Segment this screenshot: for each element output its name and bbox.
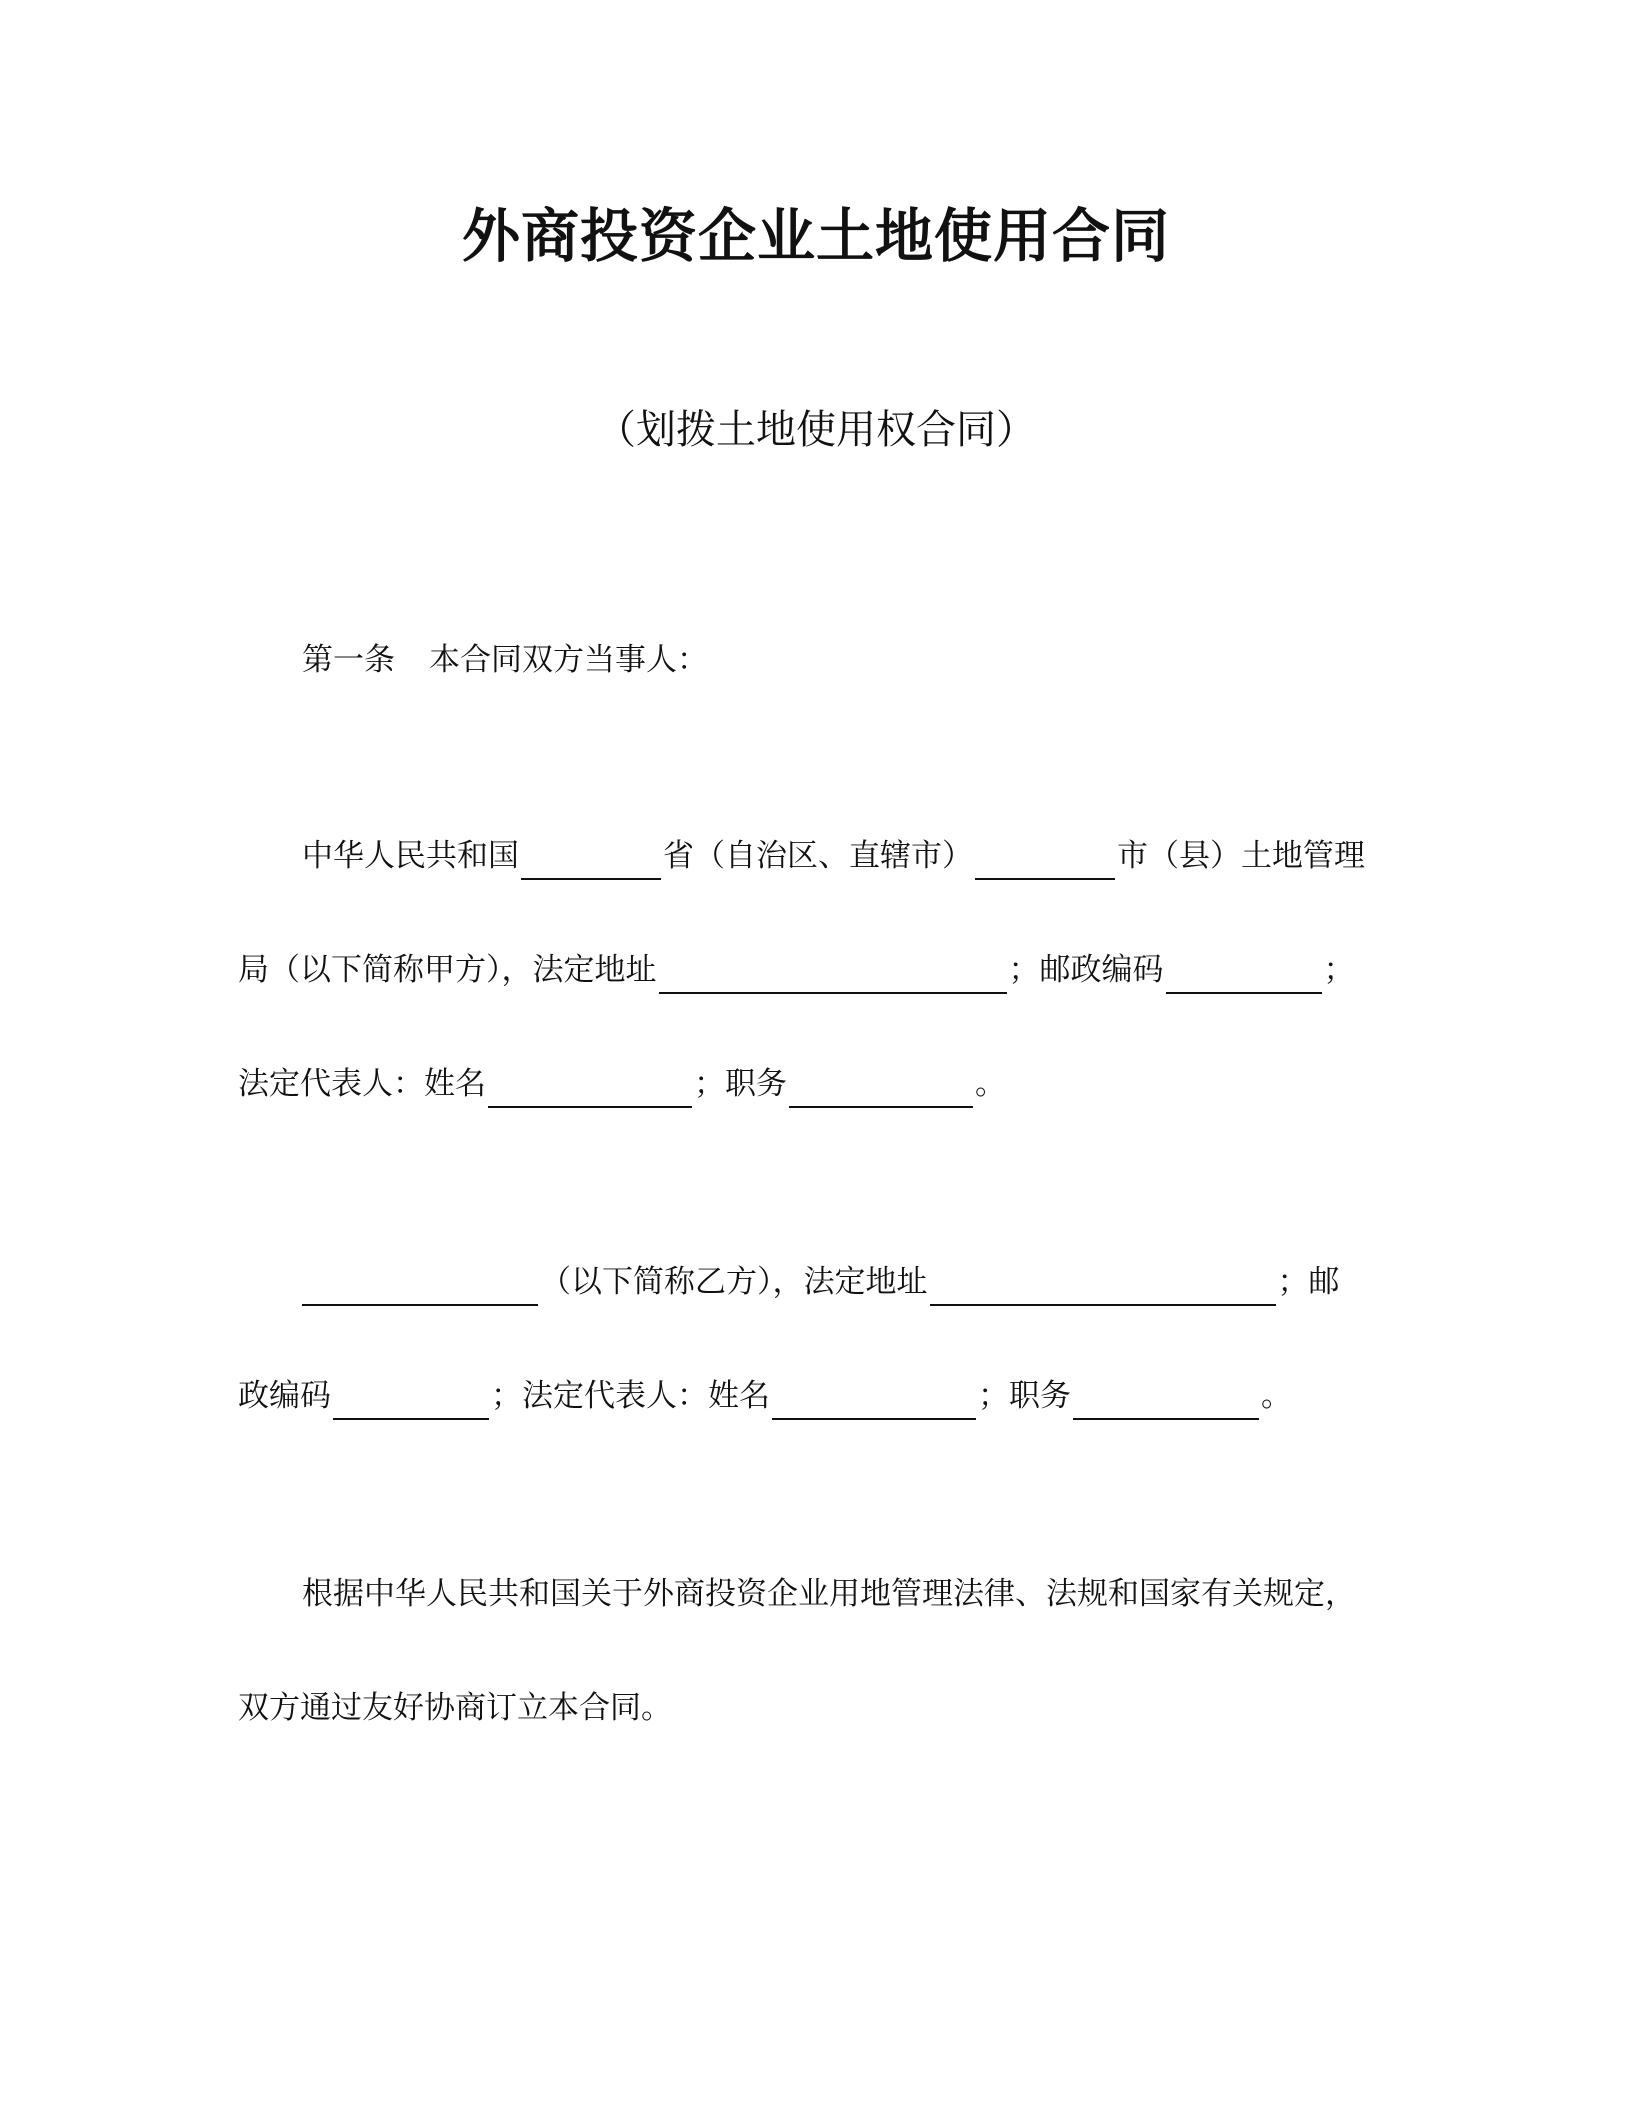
party-a-postcode-blank[interactable] — [1166, 954, 1322, 994]
party-a-city-label: 市（县）土地管理 — [1117, 838, 1365, 874]
party-a-country: 中华人民共和国 — [302, 838, 519, 874]
article-1-heading: 第一条 — [302, 642, 395, 678]
party-b-line-1 — [302, 1258, 1340, 1306]
party-a-province-label: 省（自治区、直辖市） — [663, 838, 973, 874]
party-b-post-label-end: 政编码 — [238, 1378, 331, 1414]
party-a-position-blank[interactable] — [789, 1068, 973, 1108]
party-a-line-2 — [238, 946, 1355, 994]
party-b-name-blank[interactable] — [302, 1266, 538, 1306]
party-b-rep-name-label: ；法定代表人：姓名 — [491, 1378, 770, 1414]
document-title: 外商投资企业土地使用合同 — [461, 202, 1170, 270]
basis-line-2: 双方通过友好协商订立本合同。 — [238, 1690, 672, 1726]
article-1-text: 本合同双方当事人： — [429, 642, 708, 678]
party-b-position-label: ；职务 — [978, 1378, 1071, 1414]
party-b-position-blank[interactable] — [1073, 1380, 1259, 1420]
party-b-post-label-start: ；邮 — [1277, 1264, 1340, 1300]
party-b-address-blank[interactable] — [930, 1266, 1276, 1306]
party-a-period: 。 — [975, 1066, 1006, 1102]
party-b-rep-name-blank[interactable] — [772, 1380, 976, 1420]
party-b-address-label: （以下简称乙方），法定地址 — [540, 1264, 928, 1300]
party-a-rep-name-blank[interactable] — [488, 1068, 692, 1108]
party-b-period: 。 — [1261, 1378, 1292, 1414]
party-a-line-1 — [302, 832, 1365, 880]
party-a-line-3 — [238, 1060, 1006, 1108]
party-a-address-label: 局（以下简称甲方），法定地址 — [238, 952, 657, 988]
document-subtitle: （划拨土地使用权合同） — [596, 407, 1036, 453]
party-b-line-2 — [238, 1372, 1292, 1420]
party-a-postcode-label: ；邮政编码 — [1008, 952, 1164, 988]
party-a-semicolon: ； — [1323, 952, 1355, 988]
article-1-line — [302, 636, 708, 684]
party-a-rep-name-label: 法定代表人：姓名 — [238, 1066, 486, 1102]
city-blank[interactable] — [975, 840, 1115, 880]
province-blank[interactable] — [521, 840, 661, 880]
party-a-position-label: ；职务 — [694, 1066, 787, 1102]
party-b-postcode-blank[interactable] — [333, 1380, 489, 1420]
party-a-address-blank[interactable] — [659, 954, 1007, 994]
basis-line-1: 根据中华人民共和国关于外商投资企业用地管理法律、法规和国家有关规定， — [302, 1576, 1356, 1612]
